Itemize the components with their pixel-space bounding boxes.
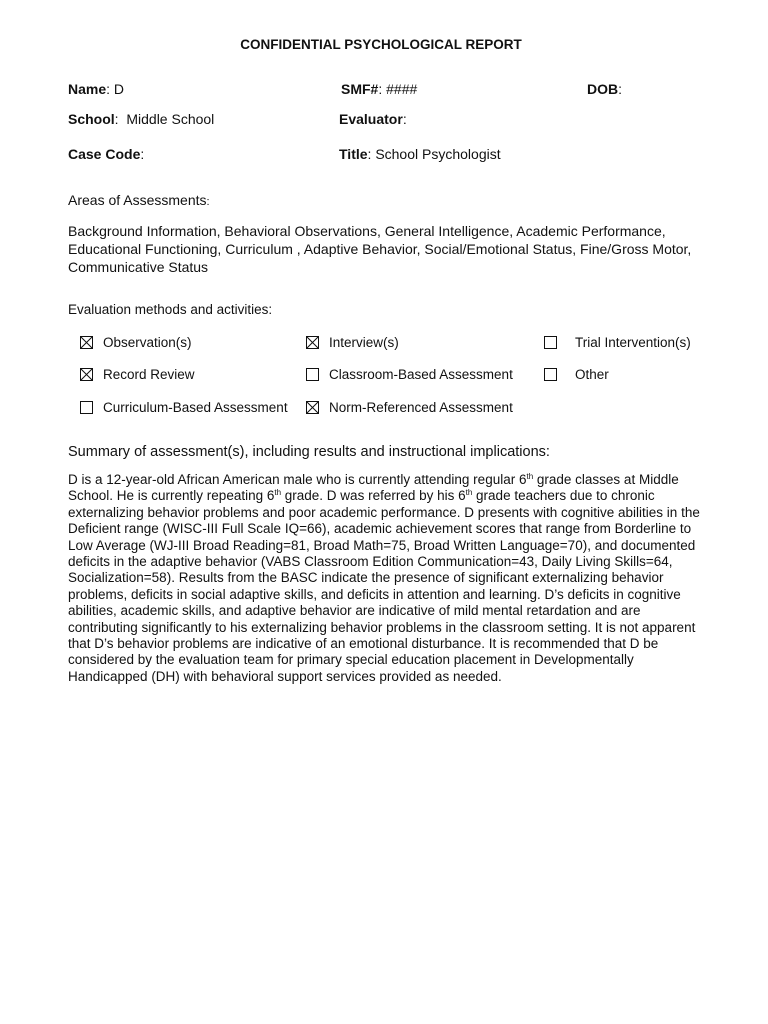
evaluation-item-label: Observation(s) <box>103 335 192 350</box>
evaluation-item-label: Norm-Referenced Assessment <box>329 400 513 415</box>
checkbox-empty-icon <box>544 368 557 381</box>
checkbox-checked-icon <box>306 336 319 349</box>
ordinal-suffix: th <box>274 488 282 498</box>
evaluation-item <box>544 335 691 350</box>
areas-heading-text: Areas of Assessments <box>68 192 207 208</box>
school-field: School: Middle School <box>68 111 215 127</box>
checkbox-empty-icon <box>306 368 319 381</box>
evaluation-item <box>80 367 195 382</box>
ordinal-suffix: th <box>526 472 534 481</box>
smf-label: SMF# <box>341 81 379 97</box>
title-value: School Psychologist <box>375 146 501 162</box>
summary-text: D is a 12-year-old African American male who is currently attending regular 6th grade classes at Middle School. He is currently repeating 6th grade. D was referred by his 6th grade teachers due to chronic externalizing behavior problems and poor academic performance. D presents with cognitive abilities in the Deficient range (WISC-III Full Scale IQ=66), academic achievement scores that range from Borderline to Low Average (WJ-III Broad Reading=81, Broad Math=75, Broad Written Language=70), and documented deficits in the adaptive behavior (VABS Classroom Edition Communication=43, Daily Living Skills=64, Socialization=58). Results from the BASC indicate the presence of significant externalizing behavior problems, deficits in social adaptive skills, and deficits in attention and learning. D’s deficits in cognitive abilities, academic skills, and adaptive behavior are indicative of mild mental retardation and are contributing significantly to his externalizing behavior problems in the classroom setting. It is not apparent that D’s behavior problems are indicative of an emotional disturbance. It is recommended that D be considered by the evaluation team for primary special education placement in Developmentally Handicapped (DH) with behavioral support services provided as needed. <box>68 472 700 684</box>
evaluation-item <box>306 335 399 350</box>
evaluation-item <box>306 400 513 415</box>
title-field: Title: School Psychologist <box>339 146 501 162</box>
case-code-label: Case Code <box>68 146 141 162</box>
name-value: D <box>113 81 125 97</box>
name-field: Name: D <box>68 81 125 97</box>
ordinal-suffix: th <box>465 488 473 498</box>
areas-heading: Areas of Assessments: <box>68 192 210 208</box>
smf-value: #### <box>386 81 418 97</box>
smf-field: SMF#: #### <box>341 81 418 97</box>
case-code-field: Case Code: <box>68 146 145 162</box>
school-value: Middle School <box>126 111 215 127</box>
school-label: School <box>68 111 115 127</box>
evaluator-field: Evaluator: <box>339 111 407 127</box>
checkbox-checked-icon <box>80 336 93 349</box>
evaluation-item <box>80 335 192 350</box>
checkbox-empty-icon <box>544 336 557 349</box>
checkbox-empty-icon <box>80 401 93 414</box>
dob-label: DOB <box>587 81 619 97</box>
checkbox-checked-icon <box>80 368 93 381</box>
title-label: Title <box>339 146 368 162</box>
summary-heading: Summary of assessment(s), including results and instructional implications: <box>68 444 550 460</box>
evaluation-heading: Evaluation methods and activities: <box>68 302 273 317</box>
evaluation-item-label: Classroom-Based Assessment <box>329 367 513 382</box>
areas-text: Background Information, Behavioral Observations, General Intelligence, Academic Performance, Educational Functioning, Curriculum , Adaptive Behavior, Social/Emotional Status, Fine/Gross Motor, Communicative Status <box>68 223 692 275</box>
name-label: Name <box>68 81 107 97</box>
evaluation-item <box>544 367 609 382</box>
evaluation-item-label: Interview(s) <box>329 335 399 350</box>
evaluation-item-label: Other <box>575 367 609 382</box>
evaluator-label: Evaluator <box>339 111 403 127</box>
checkbox-checked-icon <box>306 401 319 414</box>
evaluation-item-label: Curriculum-Based Assessment <box>103 400 288 415</box>
evaluation-item <box>306 367 513 382</box>
evaluation-item <box>80 400 288 415</box>
evaluation-item-label: Trial Intervention(s) <box>575 335 691 350</box>
dob-field: DOB: <box>587 81 623 97</box>
report-title: CONFIDENTIAL PSYCHOLOGICAL REPORT <box>240 37 522 52</box>
evaluation-item-label: Record Review <box>103 367 195 382</box>
